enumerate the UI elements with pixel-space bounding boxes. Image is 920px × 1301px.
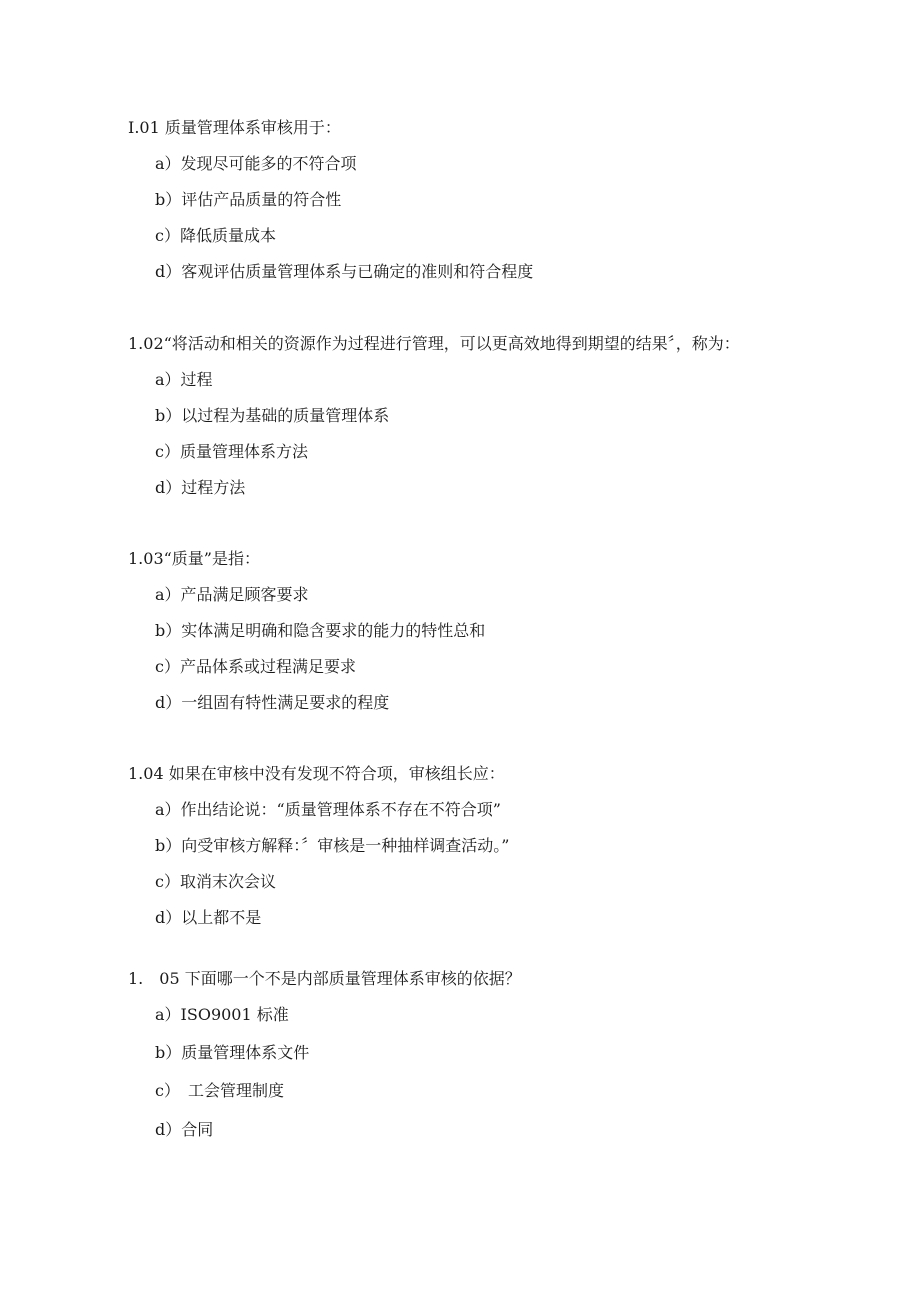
option-d: d）一组固有特性满足要求的程度 [155,693,390,712]
option-c: c）产品体系或过程满足要求 [155,657,356,676]
option-b: b）质量管理体系文件 [155,1043,310,1062]
option-c: c） 工会管理制度 [155,1081,284,1100]
question-text: I.01 质量管理体系审核用于： [128,118,341,137]
option-d: d）合同 [155,1120,214,1139]
option-a: a）ISO9001 标准 [155,1005,289,1024]
option-a: a）产品满足顾客要求 [155,585,309,604]
option-a: a）发现尽可能多的不符合项 [155,154,357,173]
option-b: b）向受审核方解释：〞审核是一种抽样调查活动。” [155,836,510,855]
question-text: 1.02“将活动和相关的资源作为过程进行管理，可以更高效地得到期望的结果〞，称为： [128,334,740,353]
question-text: 1.04 如果在审核中没有发现不符合项，审核组长应： [128,764,505,783]
option-c: c）取消末次会议 [155,872,276,891]
question-text: 1.03“质量”是指： [128,549,260,568]
option-b: b）以过程为基础的质量管理体系 [155,406,390,425]
option-a: a）过程 [155,370,213,389]
option-c: c）降低质量成本 [155,226,276,245]
option-c: c）质量管理体系方法 [155,442,308,461]
option-b: b）评估产品质量的符合性 [155,190,342,209]
option-b: b）实体满足明确和隐含要求的能力的特性总和 [155,621,486,640]
option-d: d）客观评估质量管理体系与已确定的准则和符合程度 [155,262,534,281]
option-d: d）以上都不是 [155,908,262,927]
question-text: 1. 05 下面哪一个不是内部质量管理体系审核的依据？ [128,969,521,988]
option-d: d）过程方法 [155,478,246,497]
option-a: a）作出结论说：“质量管理体系不存在不符合项” [155,800,501,819]
